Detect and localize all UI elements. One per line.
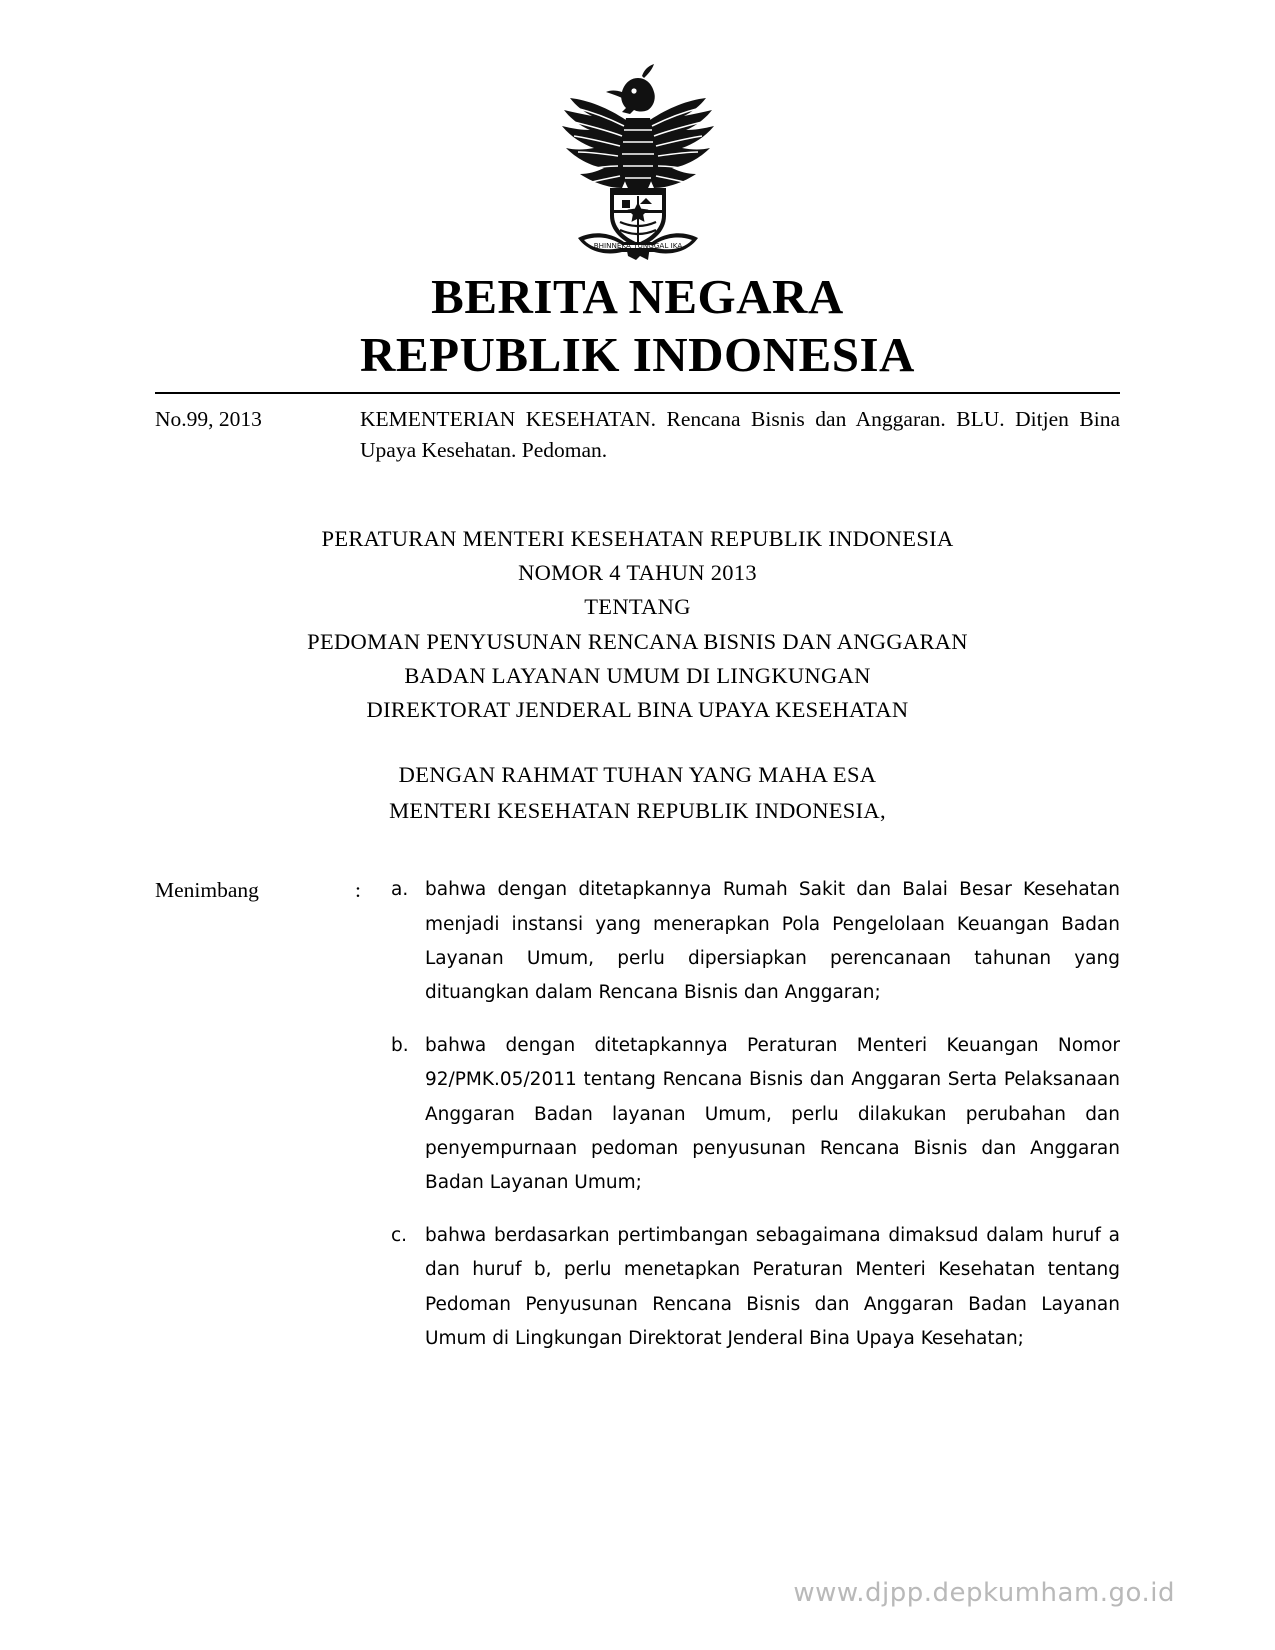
masthead-divider — [155, 392, 1120, 394]
considering-item — [391, 1219, 1120, 1357]
regulation-title-block — [155, 522, 1120, 727]
gazette-number: No.99, 2013 — [155, 406, 262, 431]
masthead-line-2: REPUBLIK INDONESIA — [360, 326, 915, 382]
gazette-reference-line — [155, 404, 1120, 466]
title-line-6: DIREKTORAT JENDERAL BINA UPAYA KESEHATAN — [366, 696, 909, 722]
considering-section — [155, 873, 1120, 1356]
title-line-4: PEDOMAN PENYUSUNAN RENCANA BISNIS DAN ANGGARAN — [307, 628, 968, 654]
item-text: bahwa dengan ditetapkannya Peraturan Menteri Keuangan Nomor 92/PMK.05/2011 tentang Rencana Bisnis dan Anggaran Serta Pelaksanaan Anggaran Badan layanan Umum, perlu dilakukan perubahan dan penyempurnaan pedoman penyusunan Rencana Bisnis dan Anggaran Badan Layanan Umum; — [425, 1034, 1120, 1194]
garuda-pancasila-emblem — [538, 60, 738, 260]
title-line-2: NOMOR 4 TAHUN 2013 — [518, 560, 757, 586]
considering-item — [391, 873, 1120, 1011]
invocation-line-1: DENGAN RAHMAT TUHAN YANG MAHA ESA — [398, 762, 877, 788]
considering-items — [391, 873, 1120, 1356]
title-line-1: PERATURAN MENTERI KESEHATAN REPUBLIK INDONESIA — [321, 525, 954, 551]
title-line-3: TENTANG — [584, 594, 691, 620]
invocation-line-2: MENTERI KESEHATAN REPUBLIK INDONESIA, — [389, 798, 886, 824]
item-marker: c. — [391, 1224, 408, 1246]
item-marker: b. — [391, 1034, 409, 1056]
considering-item — [391, 1029, 1120, 1201]
emblem-container — [155, 0, 1120, 260]
gazette-subject: KEMENTERIAN KESEHATAN. Rencana Bisnis dan Anggaran. BLU. Ditjen Bina Upaya Kesehatan. Pedoman. — [360, 406, 1120, 462]
item-text: bahwa dengan ditetapkannya Rumah Sakit dan Balai Besar Kesehatan menjadi instansi yang menerapkan Pola Pengelolaan Keuangan Badan Layanan Umum, perlu dipersiapkan perencanaan tahunan yang dituangkan dalam Rencana Bisnis dan Anggaran; — [425, 879, 1120, 1004]
item-marker: a. — [391, 879, 409, 901]
considering-label: Menimbang — [155, 878, 259, 903]
svg-text:BHINNEKA TUNGGAL IKA: BHINNEKA TUNGGAL IKA — [593, 241, 682, 250]
masthead-line-1: BERITA NEGARA — [431, 269, 844, 324]
item-text: bahwa berdasarkan pertimbangan sebagaimana dimaksud dalam huruf a dan huruf b, perlu menetapkan Peraturan Menteri Kesehatan tentang Pedoman Penyusunan Rencana Bisnis dan Anggaran Badan Layanan Umum di Lingkungan Direktorat Jenderal Bina Upaya Kesehatan; — [425, 1224, 1120, 1349]
invocation-block — [155, 757, 1120, 829]
title-line-5: BADAN LAYANAN UMUM DI LINGKUNGAN — [404, 662, 871, 688]
footer-watermark-url: www.djpp.depkumham.go.id — [793, 1578, 1175, 1608]
considering-colon: : — [355, 878, 361, 903]
masthead — [155, 268, 1120, 384]
